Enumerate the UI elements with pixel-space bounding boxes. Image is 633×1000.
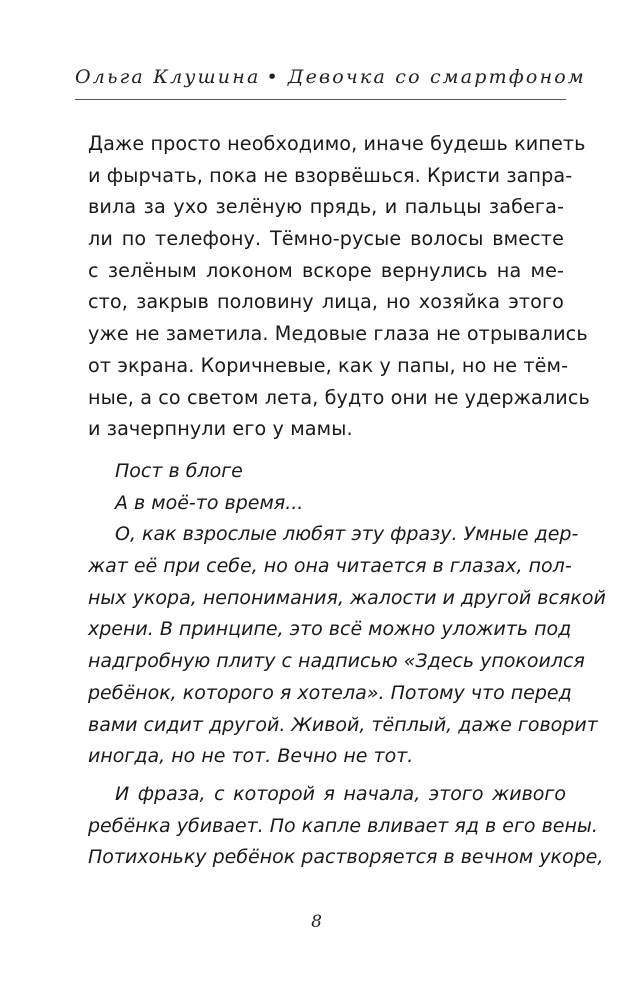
- text-line: ли по телефону. Тёмно-русые волосы вместе: [88, 227, 564, 251]
- blog-text-line: вами сидит другой. Живой, тёплый, даже говорит: [88, 713, 598, 736]
- text-line: ные, а со светом лета, будто они не удержались: [88, 385, 590, 409]
- header-separator: •: [266, 66, 280, 88]
- blog-text-line: ребёнок, которого я хотела». Потому что перед: [88, 681, 572, 704]
- blog-text-line: О, как взрослые любят эту фразу. Умные дер-: [115, 523, 579, 546]
- page-number: 8: [311, 912, 322, 932]
- header-book-title: Девочка со смартфоном: [287, 66, 586, 88]
- text-line: сто, закрыв половину лица, но хозяйка этого: [88, 290, 564, 314]
- blog-text-line: ных укора, непонимания, жалости и другой всякой: [88, 586, 606, 609]
- header-rule: [75, 99, 566, 100]
- text-line: от экрана. Коричневые, как у папы, но не тём-: [88, 353, 569, 377]
- blog-text-line: жат её при себе, но она читается в глазах, пол-: [88, 555, 572, 578]
- text-line: вила за ухо зелёную прядь, и пальцы забега-: [88, 195, 564, 219]
- blog-post: [88, 456, 606, 874]
- text-line: с зелёным локоном вскоре вернулись на ме-: [88, 258, 564, 282]
- blog-text-line: хрени. В принципе, это всё можно уложить под: [88, 618, 572, 641]
- blog-heading: Пост в блоге: [115, 460, 243, 482]
- blog-text-line: И фраза, с которой я начала, этого живого: [115, 782, 566, 805]
- blog-subheading: А в моё-то время...: [115, 491, 304, 514]
- header-author: Ольга Клушина: [75, 66, 261, 88]
- blog-text-line: надгробную плиту с надписью «Здесь упокоился: [88, 650, 585, 673]
- blog-text-line: Потихоньку ребёнок растворяется в вечном укоре,: [88, 846, 604, 869]
- text-line: и фырчать, пока не взорвёшься. Кристи запра-: [88, 163, 573, 187]
- text-line: уже не заметила. Медовые глаза не отрывались: [88, 322, 588, 346]
- main-paragraph: [88, 128, 590, 445]
- text-line: и зачерпнули его у мамы.: [88, 417, 353, 441]
- running-header: [75, 66, 586, 88]
- blog-text-line: ребёнка убивает. По капле вливает яд в его вены.: [88, 814, 598, 837]
- blog-text-line: иногда, но не тот. Вечно не тот.: [88, 745, 414, 768]
- text-line: Даже просто необходимо, иначе будешь кипеть: [88, 132, 586, 155]
